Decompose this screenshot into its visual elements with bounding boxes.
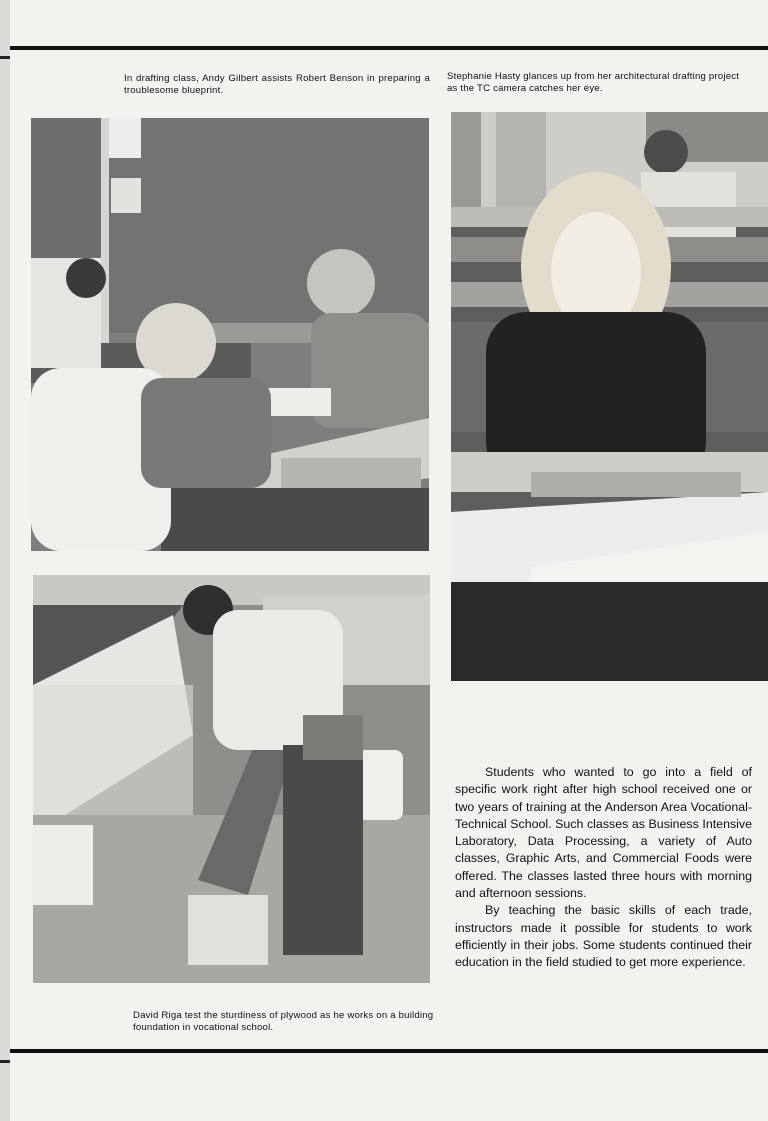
top-rule <box>10 46 768 50</box>
photo-architectural-drafting <box>451 112 768 681</box>
caption-masonry: David Riga test the sturdiness of plywood as he works on a building foundation in vocational school. <box>133 1010 434 1033</box>
caption-drafting-right: Stephanie Hasty glances up from her architectural drafting project as the TC camera catches her eye. <box>447 71 740 94</box>
binding-mark <box>0 1060 10 1063</box>
binding-mark <box>0 56 10 59</box>
page-edge <box>0 0 10 1121</box>
photo-drafting-class <box>31 118 429 551</box>
article-paragraph: By teaching the basic skills of each trade, instructors made it possible for students to work efficiently in their jobs. Some students continued their education in the field studied to get more experience. <box>455 903 752 970</box>
article-paragraph: Students who wanted to go into a field of specific work right after high school received one or two years of training at the Anderson Area Vocational-Technical School. Such classes as Business Intensive Laboratory, Data Processing, a variety of Auto classes, Graphic Arts, and Commercial Foods were offered. The classes lasted three hours with morning and afternoon sessions. <box>455 765 752 901</box>
article-body <box>455 764 752 972</box>
bottom-rule <box>10 1049 768 1053</box>
caption-drafting-left: In drafting class, Andy Gilbert assists Robert Benson in preparing a troublesome blueprint. <box>124 73 430 96</box>
photo-building-foundation <box>33 575 430 983</box>
